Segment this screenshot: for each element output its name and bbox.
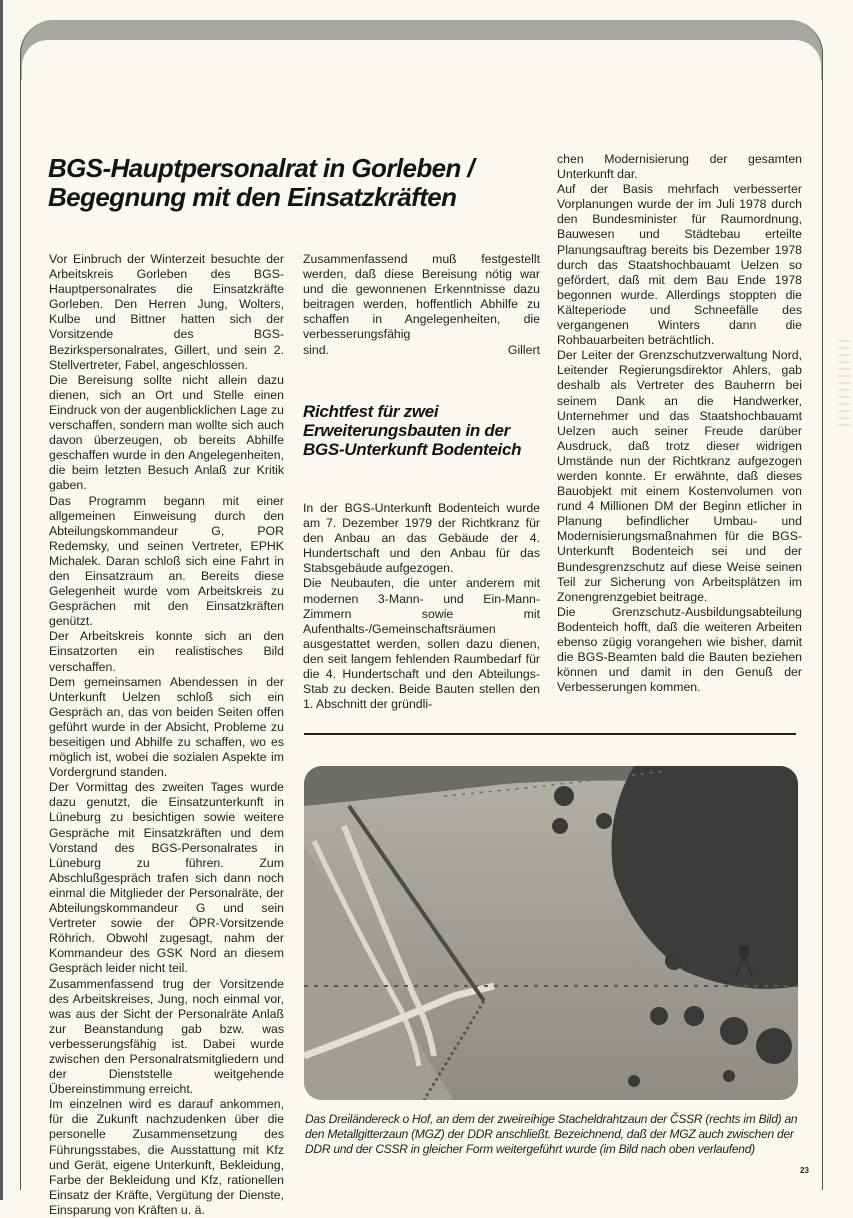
paragraph: Der Vormittag des zweiten Tages wurde dazu genutzt, die Einsatzunterkunft in Lüneburg zu besichtigen sowie weitere Gespräche mit Einsatzkräften und dem Vorstand des BGS-Personalrates in Lüneburg zu führen. Zum Abschlußgespräch trafen sich dann noch einmal die Mitglieder der Personalräte, der Abteilungskommandeur G und sein Vertreter sowie der ÖPR-Vorsitzende Röhrich. Obwohl zugesagt, nahm der Kommandeur des GSK Nord an diesem Gespräch leider nicht teil. bbox=[49, 780, 284, 976]
paragraph: Der Leiter der Grenzschutzverwaltung Nord, Leitender Regierungsdirektor Ahlers, gab deshalb als Vertreter des Bauherrn bei seinem Dank an die Handwerker, Unternehmer und das Staatshochbauamt Uelzen auch seiner Freude darüber Ausdruck, daß trotz dieser widrigen Umstände nun der Richtkranz aufgezogen werden konnte. Er erwähnte, daß dieses Bauobjekt mit einem Kostenvolumen von rund 4 Millionen DM der Beginn etlicher in Planung befindlicher Umbau- und Modernisierungsmaßnahmen für die BGS-Unterkunft Bodenteich sei und der Bundesgrenzschutz auf diese Weise seinen Teil zur Sicherung von Arbeitsplätzen im Zonengrenzgebiet beitrage. bbox=[557, 348, 802, 604]
article2-column1 bbox=[303, 501, 540, 712]
landscape-image bbox=[304, 766, 798, 1100]
article1-column2 bbox=[303, 252, 540, 358]
paragraph: In der BGS-Unterkunft Bodenteich wurde am 7. Dezember 1979 der Richtkranz für den Anbau an das Gebäude der 4. Hundertschaft und den Anbau für das Stabsgebäude aufgezogen. bbox=[303, 501, 540, 576]
page-left-edge bbox=[0, 0, 8, 1200]
paragraph: Die Neubauten, die unter anderem mit modernen 3-Mann- und Ein-Mann-Zimmern sowie mit Aufenthalts-/Gemeinschaftsräumen ausgestattet werden, sollen dazu dienen, den seit langem fehlenden Raumbedarf für die 4. Hundertschaft und den Abteilungs-Stab zu decken. Beide Bauten stellen den 1. Abschnitt der gründli- bbox=[303, 576, 540, 712]
paragraph: Im einzelnen wird es darauf ankommen, für die Zukunft nachzudenken über die personelle Zusammensetzung des Führungsstabes, die Ausstattung mit Kfz und Gerät, eigene Unterkunft, Bekleidung, Farbe der Bekleidung und Kfz, rationellen Einsatz der Kräfte, Vergütung der Dienste, Einsparung von Kräften u. ä. bbox=[49, 1097, 284, 1217]
article-title-line1: BGS-Hauptpersonalrat in Gorleben / bbox=[48, 153, 474, 183]
article-title-line2: Begegnung mit den Einsatzkräften bbox=[48, 182, 457, 212]
signature-line bbox=[303, 343, 540, 358]
paragraph: chen Modernisierung der gesamten Unterkunft dar. bbox=[557, 152, 802, 182]
photo-caption: Das Dreiländereck o Hof, an dem der zweireihige Stacheldrahtzaun der ČSSR (rechts im Bild) an den Metallgitterzaun (MGZ) der DDR anschließt. Bezeichnend, daß der MGZ auch zwischen der DDR und der CSSR in gleicher Form weitergeführt wurde (im Bild nach oben verlaufend) bbox=[305, 1112, 798, 1157]
margin-artifact bbox=[838, 340, 850, 430]
article2-column2 bbox=[557, 152, 802, 695]
article-title bbox=[48, 154, 568, 212]
page-number: 23 bbox=[800, 1166, 809, 1175]
paragraph: Das Programm begann mit einer allgemeinen Einweisung durch den Abteilungskommandeur G, POR Redemsky, und seinen Vertreter, EPHK Michalek. Daran schloß sich eine Fahrt in den Einsatzraum an. Bereits diese Gelegenheit wurde vom Arbeitskreis zu Gesprächen mit den Einsatzkräften genützt. bbox=[49, 493, 284, 629]
paragraph: Zusammenfassend muß festgestellt werden, daß diese Bereisung nötig war und die gewonnenen Erkenntnisse dazu beitragen werden, hoffentlich Abhilfe zu schaffen in Angelegenheiten, die verbesserungsfähig bbox=[303, 252, 540, 342]
section-divider bbox=[304, 733, 796, 735]
author-name: Gillert bbox=[507, 342, 540, 357]
paragraph: Die Grenzschutz-Ausbildungsabteilung Bodenteich hofft, daß die weiteren Arbeiten ebenso zügig vorangehen wie bisher, damit die BGS-Beamten bald die Bauten beziehen können und damit in den Genuß der Verbesserungen kommen. bbox=[557, 604, 802, 695]
paragraph: Die Bereisung sollte nicht allein dazu dienen, sich an Ort und Stelle einen Eindruck von der augenblicklichen Lage zu verschaffen, sondern man wollte sich auch davon überzeugen, ob bereits Abhilfe geschaffen wurde in den Angelegenheiten, die beim letzten Besuch Anlaß zur Kritik gaben. bbox=[49, 372, 284, 493]
border-fence-photo bbox=[304, 766, 798, 1100]
paragraph: Dem gemeinsamen Abendessen in der Unterkunft Uelzen schloß sich ein Gespräch an, das von beiden Seiten offen geführt wurde in der Absicht, Probleme zu beseitigen und Abhilfe zu schaffen, wo es möglich ist, wobei die sozialen Aspekte im Vordergrund standen. bbox=[49, 674, 284, 780]
article1-column1 bbox=[49, 252, 284, 1218]
paragraph: Zusammenfassend trug der Vorsitzende des Arbeitskreises, Jung, noch einmal vor, was aus der Sicht der Personalräte Anlaß zur Beanstandung gab bzw. was verbesserungsfähig ist. Dabei wurde zwischen den Personalratsmitgliedern und der Dienststelle weitgehende Übereinstimmung erreicht. bbox=[49, 976, 284, 1097]
paragraph: Vor Einbruch der Winterzeit besuchte der Arbeitskreis Gorleben des BGS-Hauptpersonalrates die Einsatzkräfte Gorleben. Den Herren Jung, Wolters, Kulbe und Bittner hatten sich der Vorsitzende des BGS-Bezirkspersonalrates, Gillert, und sein 2. Stellvertreter, Fabel, angeschlossen. bbox=[49, 252, 284, 372]
closing-word: sind. bbox=[303, 342, 329, 357]
article2-title: Richtfest für zwei Erweiterungsbauten in der BGS-Unterkunft Bodenteich bbox=[303, 402, 522, 459]
paragraph: Auf der Basis mehrfach verbesserter Vorplanungen wurde der im Juli 1978 durch den Bundesminister für Raumordnung, Bauwesen und Städtebau erteilte Planungsauftrag bereits bis Dezember 1978 durch das Staatshochbauamt Uelzen so gefördert, daß mit dem Bau Ende 1978 begonnen wurde. Allerdings stoppten die Kälteperiode und Schneefälle des vergangenen Winters dann die Rohbauarbeiten beträchtlich. bbox=[557, 182, 802, 348]
paragraph: Der Arbeitskreis konnte sich an den Einsatzorten ein realistisches Bild verschaffen. bbox=[49, 629, 284, 674]
